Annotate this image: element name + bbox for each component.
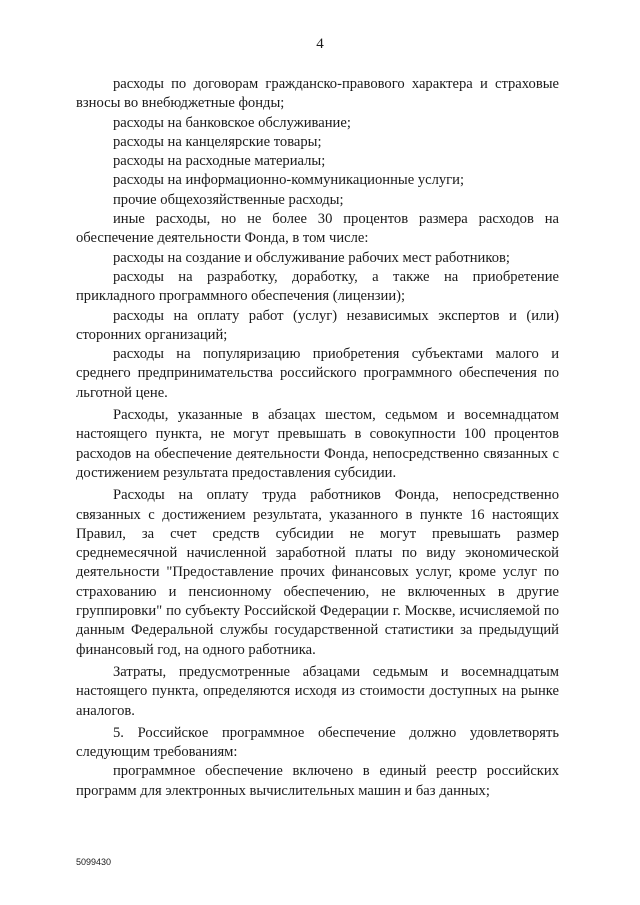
paragraph: расходы на оплату работ (услуг) независимых экспертов и (или) сторонних организаций; <box>76 307 559 343</box>
paragraph: программное обеспечение включено в единый реестр российских программ для электронных вычислительных машин и баз данных; <box>76 763 559 799</box>
paragraph: расходы на информационно-коммуникационные услуги; <box>113 172 465 189</box>
paragraph: расходы на расходные материалы; <box>113 153 326 170</box>
document-body <box>76 75 559 801</box>
paragraph: 5. Российское программное обеспечение должно удовлетворять следующим требованиям: <box>76 724 559 761</box>
paragraph: Затраты, предусмотренные абзацами седьмым и восемнадцатым настоящего пункта, определяются исходя из стоимости доступных на рынке аналогов. <box>76 663 559 719</box>
paragraph: иные расходы, но не более 30 процентов размера расходов на обеспечение деятельности Фонда, в том числе: <box>76 211 559 247</box>
paragraph: расходы по договорам гражданско-правового характера и страховые взносы во внебюджетные фонды; <box>76 76 559 112</box>
paragraph: Расходы на оплату труда работников Фонда, непосредственно связанных с достижением результата, указанного в пункте 16 настоящих Правил, за счет средств субсидии не могут превышать размер среднемесячной начисленной заработной платы по виду экономической деятельности "Предоставление прочих финансовых услуг, кроме услуг по страхованию и пенсионному обеспечению, не включенных в другие группировки" по субъекту Российской Федерации г. Москве, исчисляемой по данным Федеральной службы государственной статистики за предыдущий финансовый год, на одного работника. <box>76 487 559 658</box>
page-number: 4 <box>316 36 324 52</box>
paragraph: расходы на создание и обслуживание рабочих мест работников; <box>113 249 510 266</box>
paragraph: расходы на канцелярские товары; <box>113 133 322 150</box>
document-code: 5099430 <box>76 857 112 867</box>
paragraph: расходы на популяризацию приобретения субъектами малого и среднего предпринимательства российского программного обеспечения по льготной цене. <box>76 346 559 401</box>
paragraph: прочие общехозяйственные расходы; <box>113 191 344 208</box>
paragraph: Расходы, указанные в абзацах шестом, седьмом и восемнадцатом настоящего пункта, не могут превышать в совокупности 100 процентов расходов на обеспечение деятельности Фонда, непосредственно связанных с достижением результата предоставления субсидии. <box>76 407 559 481</box>
paragraph: расходы на разработку, доработку, а также на приобретение прикладного программного обеспечения (лицензии); <box>76 268 559 305</box>
paragraph: расходы на банковское обслуживание; <box>113 114 351 131</box>
